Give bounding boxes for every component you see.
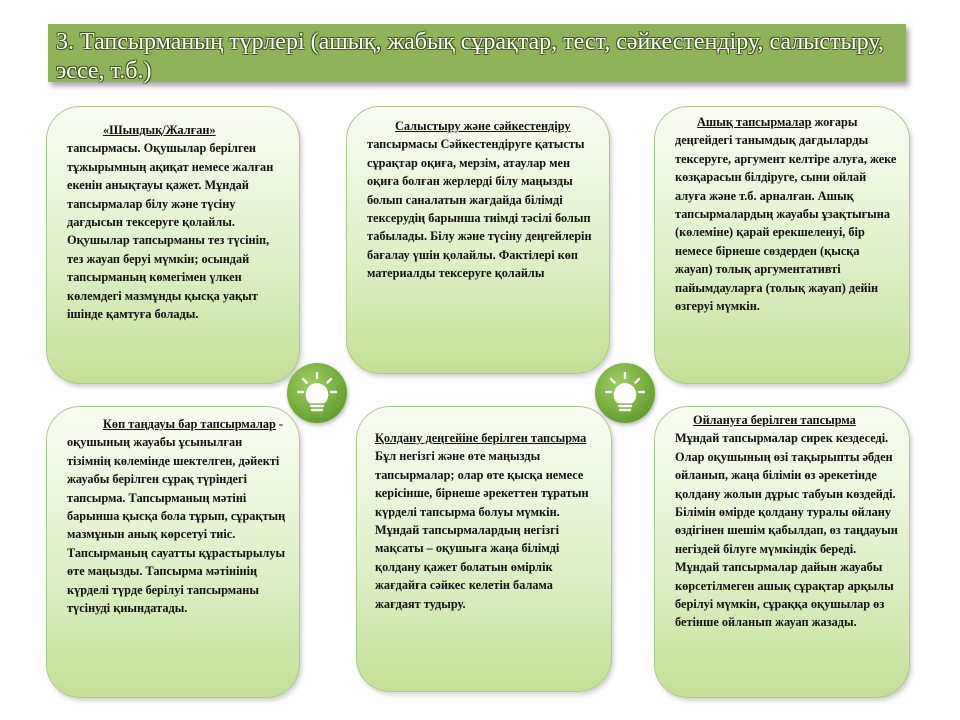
- card-multiple-choice-text: - оқушының жауабы ұсынылған тізімнің көлемінде шектелген, дәйекті жауабы берілген сұрақ түріндегі тапсырма. Тапсырманың мәтіні барынша қысқа бола тұрып, сұрақтың мазмұнын анық көрсетуі тиіс. Тапсырманың сауатты құрастырылуы өте маңызды. Тапсырма мәтінінің күрделі түрде берілуі тапсырманы түсінуді қиындатады.: [67, 417, 286, 616]
- card-multiple-choice-title: Көп таңдауы бар тапсырмалар: [103, 417, 276, 431]
- card-application-title: Қолдану деңгейіне берілген тапсырма: [375, 431, 587, 445]
- card-true-false-title: «Шындық/Жалған»: [103, 123, 216, 137]
- card-application: [356, 406, 612, 692]
- card-comparison: [346, 106, 610, 374]
- card-comparison-title: Салыстыру және сәйкестендіру: [395, 119, 571, 133]
- card-open-tasks: [654, 106, 910, 384]
- card-reflection: [654, 406, 910, 698]
- card-open-tasks-text: жоғары деңгейдегі танымдық дағдыларды тексеруге, аргумент келтіре алуға, жеке көзқарасын білдіруге, сыни ойлай алуға және т.б. арналған. Ашық тапсырмалардың жауабы ұзақтығына (көлеміне) қарай ерекшеленуі, бір немесе бірнеше сөздерден (қысқа жауап) толық аргументативті пайымдауларға (толық жауап) дейін өзгеруі мүмкін.: [675, 115, 897, 314]
- card-true-false: [46, 106, 300, 384]
- card-open-tasks-title: Ашық тапсырмалар: [697, 115, 812, 129]
- page-title: 3. Тапсырманың түрлері (ашық, жабық сұрақтар, тест, сәйкестендіру, салыстыру, эссе, т.б.): [56, 29, 884, 84]
- card-application-text: Бұл негізгі және өте маңызды тапсырмалар; олар өте қысқа немесе керісінше, бірнеше әрекеттен тұратын күрделі тапсырма болуы мүмкін. Мұндай тапсырмалардың негізгі мақсаты – оқушыға жаңа білімді қолдану қажет болатын өмірлік жағдайға сәйкес келетін балама жағдаят тудыру.: [375, 449, 589, 611]
- card-reflection-text: Мұндай тапсырмалар сирек кездеседі. Олар оқушының өзі тақырыпты әбден ойланып, жаңа білімін өз әрекетінде қолдану жолын дұрыс табуын көздейді. Білімін өмірде қолдану туралы ойлану өздігінен шешім қабылдап, өз таңдауын негіздей білуге мүмкіндік береді. Мұндай тапсырмалар дайын жауабы көрсетілмеген ашық сұрақтар арқылы берілуі мүмкін, сұраққа оқушылар өз бетінше ойланып жауап жазады.: [675, 431, 898, 630]
- lightbulb-icon: [287, 363, 347, 423]
- card-comparison-text: тапсырмасы Сәйкестендіруге қатысты сұрақтар оқиға, мерзім, атаулар мен оқиға болған жерлерді білу маңызды болып саналатын жағдайда білімді тексерудің барынша тиімді тәсілі болып табылады. Білу және түсіну деңгейлерін бағалау үшін қолайлы. Фактілері көп материалды тексеруге қолайлы: [367, 137, 592, 281]
- card-reflection-title: Ойлануға берілген тапсырма: [693, 413, 856, 427]
- card-true-false-text: тапсырмасы. Оқушылар берілген тұжырымның ақиқат немесе жалған екенін анықтауы қажет. Мұндай тапсырмалар білу және түсіну дағдысын тексеруге қолайлы. Оқушылар тапсырманы тез түсініп, тез жауап беруі мүмкін; осындай тапсырманың көмегімен үлкен көлемдегі мазмұнды қысқа уақыт ішінде қамтуға болады.: [67, 141, 274, 322]
- lightbulb-icon: [595, 363, 655, 423]
- card-multiple-choice: [46, 406, 300, 698]
